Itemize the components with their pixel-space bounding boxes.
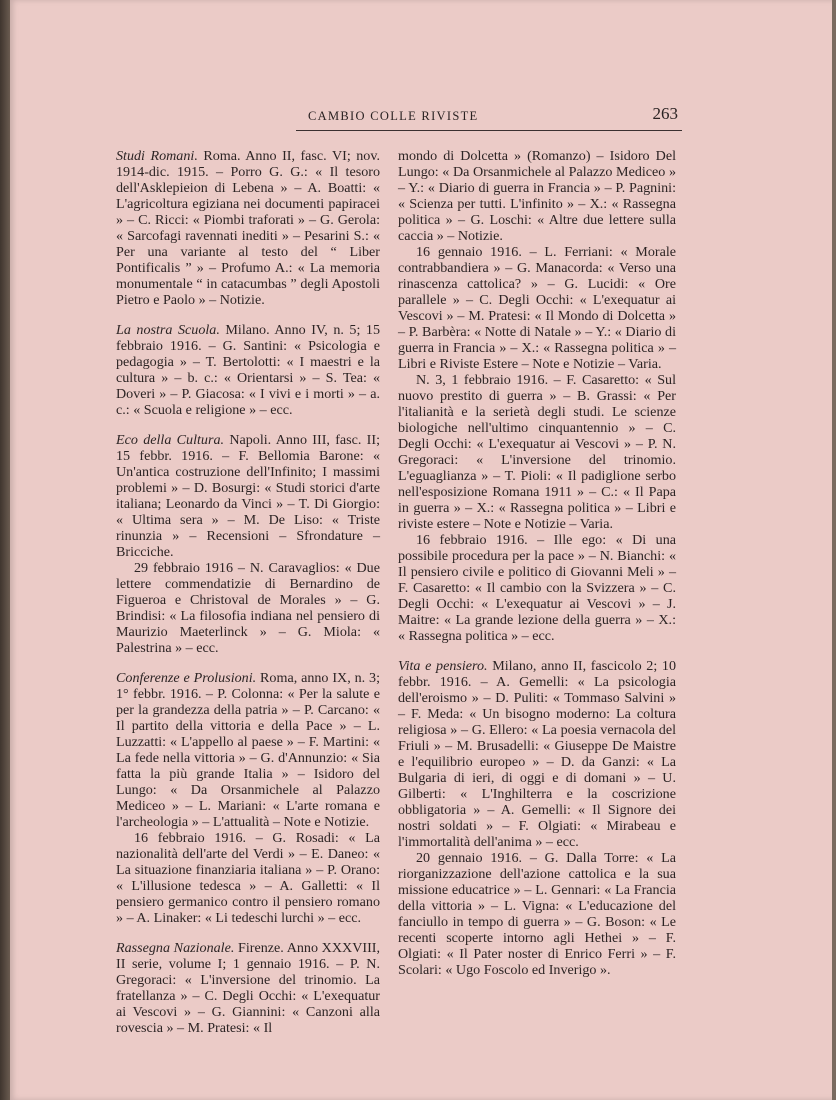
entry-text: 29 febbraio 1916 – N. Caravaglios: « Due lettere commendatizie di Bernardino de Figueroa e Christoval de Morales » – G. Brindisi: « La filosofia indiana nel pensiero di Maurizio Maeterlinck » – G. Miola: « Palestrina » – ecc. <box>116 560 380 656</box>
entry-text: N. 3, 1 febbraio 1916. – F. Casaretto: « Sul nuovo prestito di guerra » – B. Grassi: « Per l'italianità e la serietà degli studi. Le scienze biologiche nell'ultimo cinquantennio » – C. Degli Occhi: « L'exequatur ai Vescovi » – P. N. Gregoraci: « L'inversione del trinomio. L'eguaglianza » – T. Pioli: « Il padiglione serbo nell'esposizione Romana 1911 » – C.: « Il Papa in guerra » – X.: « Rassegna politica » – Libri e riviste estere – Note e Notizie – Varia. <box>398 372 676 532</box>
entry-text: Napoli. Anno III, fasc. II; 15 febbr. 1916. – F. Bellomia Barone: « Un'antica costruzione dell'Infinito; I massimi problemi » – D. Bosurgi: « Studi storici d'arte italiana; Leonardo da Vinci » – T. Di Giorgio: « Ultima sera » – M. De Liso: « Triste rinunzia » – Recensioni – Sfrondature – Bricciche. <box>116 432 380 560</box>
review-entry <box>398 148 676 244</box>
journal-title: Conferenze e Prolusioni. <box>116 670 257 686</box>
review-entry <box>398 532 676 644</box>
entry-text: mondo di Dolcetta » (Romanzo) – Isidoro Del Lungo: « Da Orsanmichele al Palazzo Mediceo » – Y.: « Diario di guerra in Francia » – P. Pagnini: « Scienza per tutti. L'infinito » – X.: « Rassegna politica » – G. Loschi: « Altre due lettere sulla caccia » – Notizie. <box>398 148 676 244</box>
page-edge <box>832 0 836 1100</box>
review-entry <box>398 244 676 372</box>
journal-title: Rassegna Nazionale. <box>116 940 235 956</box>
page-header <box>296 104 682 131</box>
review-entry <box>116 670 380 830</box>
review-entry <box>398 658 676 850</box>
review-entry <box>398 850 676 978</box>
entry-text: Milano. Anno IV, n. 5; 15 febbraio 1916. – G. Santini: « Psicologia e pedagogia » – T. Bertolotti: « I maestri e la cultura » – b. c.: « Orientarsi » – S. Tea: « Doveri » – P. Giacosa: « I vivi e i morti » – a. c.: « Scuola e religione » – ecc. <box>116 322 381 418</box>
entry-text: Firenze. Anno XXXVIII, II serie, volume I; 1 gennaio 1916. – P. N. Gregoraci: « L'inversione del trinomio. La fratellanza » – C. Degli Occhi: « L'exequatur ai Vescovi » – G. Giannini: « Canzoni alla rovescia » – M. Pratesi: « Il <box>116 940 380 1036</box>
right-column <box>398 148 676 992</box>
entry-text: 16 gennaio 1916. – L. Ferriani: « Morale contrabbandiera » – G. Manacorda: « Verso una rinascenza cattolica? » – G. Lucidi: « Ore parallele » – C. Degli Occhi: « L'exequatur ai Vescovi » – M. Pratesi: « Il Mondo di Dolcetta » – P. Barbèra: « Notte di Natale » – Y.: « Diario di guerra in Francia » – X.: « Rassegna politica » – Libri e Riviste Estere – Note e Notizie – Varia. <box>398 244 676 372</box>
page-number: 263 <box>652 104 678 123</box>
entry-text: Roma. Anno II, fasc. VI; nov. 1914-dic. 1915. – Porro G. G.: « Il tesoro dell'Asklepieion di Lebena » – A. Boatti: « L'agricoltura egiziana nei documenti papiracei » – C. Ricci: « Piombi traforati » – G. Gerola: « Sarcofagi ravennati inediti » – Pesarini S.: « Per una variante al testo del “ Liber Pontificalis ” » – Profumo A.: « La memoria monumentale “ in catacumbas ” degli Apostoli Pietro e Paolo » – Notizie. <box>116 148 380 308</box>
journal-title: Eco della Cultura. <box>116 432 225 448</box>
entry-text: 20 gennaio 1916. – G. Dalla Torre: « La riorganizzazione dell'azione cattolica e la sua missione educatrice » – L. Gennari: « La Francia della vittoria » – L. Vigna: « L'educazione del fanciullo in tempo di guerra » – G. Boson: « Le recenti scoperte intorno agli Hethei » – F. Olgiati: « Il Pater noster di Enrico Ferri » – F. Scolari: « Ugo Foscolo ed Inverigo ». <box>398 850 676 978</box>
review-entry <box>116 940 380 1036</box>
review-entry <box>116 432 380 560</box>
running-title: CAMBIO COLLE RIVISTE <box>308 109 479 123</box>
review-entry <box>116 830 380 926</box>
left-column <box>116 148 380 1050</box>
entry-text: Roma, anno IX, n. 3; 1° febbr. 1916. – P. Colonna: « Per la salute e per la grandezza della patria » – P. Carcano: « Il partito della vittoria e della Pace » – L. Luzzatti: « L'appello al paese » – F. Martini: « La fede nella vittoria » – G. d'Annunzio: « Sia fatta la più grande Italia » – Isidoro del Lungo: « Da Orsanmichele al Palazzo Mediceo » – L. Mariani: « L'arte romana e l'archeologia » – L'attualità – Note e Notizie. <box>116 670 380 830</box>
review-entry <box>398 372 676 532</box>
review-entry <box>116 322 380 418</box>
journal-title: Vita e pensiero. <box>398 658 488 674</box>
review-entry <box>116 560 380 656</box>
journal-title: La nostra Scuola. <box>116 322 220 338</box>
book-spine-shadow <box>0 0 10 1100</box>
entry-text: 16 febbraio 1916. – G. Rosadi: « La nazionalità dell'arte del Verdi » – E. Daneo: « La situazione finanziaria italiana » – P. Orano: « L'illusione tedesca » – A. Galletti: « Il pensiero germanico contro il pensiero romano » – A. Linaker: « Li tedeschi lurchi » – ecc. <box>116 830 380 926</box>
entry-text: 16 febbraio 1916. – Ille ego: « Di una possibile procedura per la pace » – N. Bianchi: « Il pensiero civile e politico di Giovanni Meli » – F. Casaretto: « Il cambio con la Svizzera » – C. Degli Occhi: « L'exequatur ai Vescovi » – J. Maitre: « La grande lezione della guerra » – X.: « Rassegna politica » – ecc. <box>398 532 676 644</box>
journal-title: Studi Romani. <box>116 148 198 164</box>
entry-text: Milano, anno II, fascicolo 2; 10 febbr. 1916. – A. Gemelli: « La psicologia dell'eroismo » – D. Puliti: « Tommaso Salvini » – F. Meda: « Un bisogno moderno: La coltura religiosa » – G. Ellero: « La poesia vernacola del Friuli » – M. Brusadelli: « Giuseppe De Maistre e l'equilibrio europeo » – D. da Ganzi: « La Bulgaria di ieri, di oggi e di domani » – U. Gilberti: « L'Inghilterra e la coscrizione obbligatoria » – A. Gemelli: « Il Signore dei nostri soldati » – F. Olgiati: « Mirabeau e l'immortalità dell'anima » – ecc. <box>398 658 677 850</box>
review-entry <box>116 148 380 308</box>
